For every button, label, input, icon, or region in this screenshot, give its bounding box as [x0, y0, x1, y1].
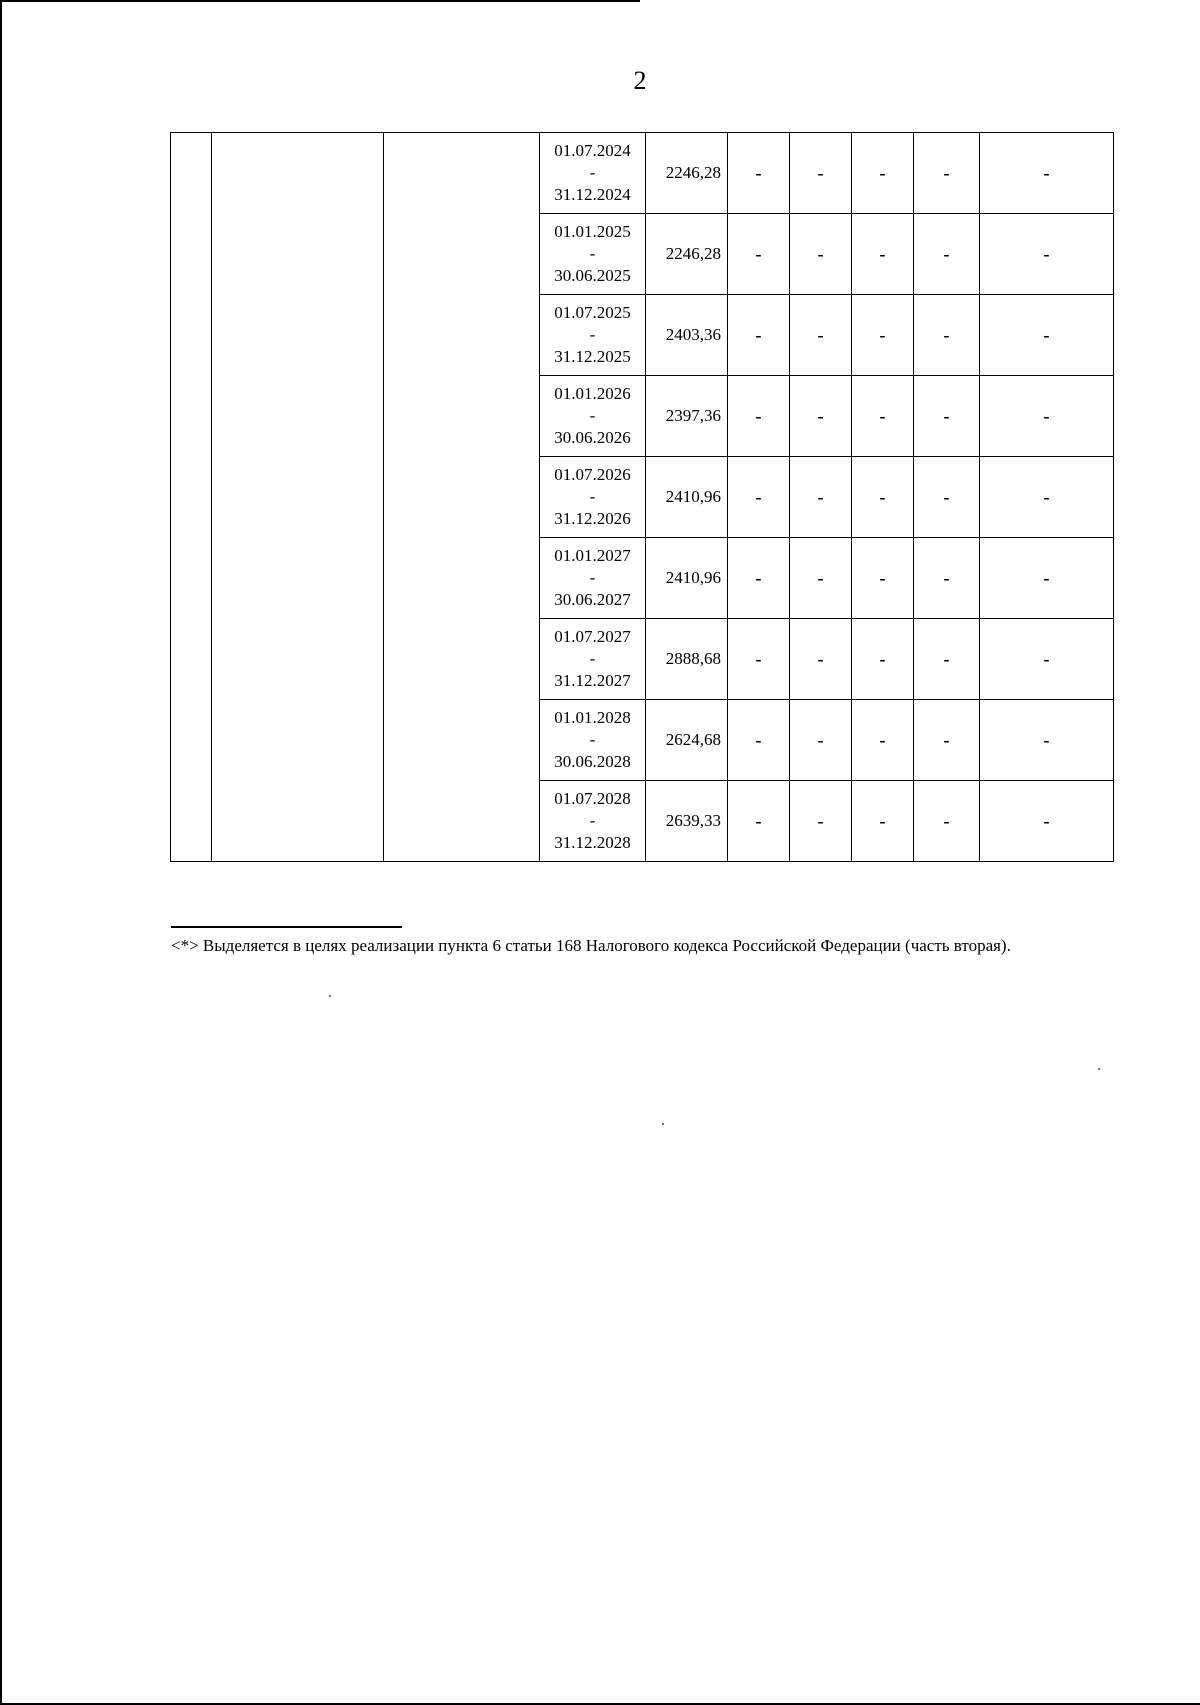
- period-cell: [540, 700, 646, 781]
- dash-cell: -: [914, 376, 980, 457]
- dash-cell: -: [914, 295, 980, 376]
- dash-cell: -: [980, 295, 1114, 376]
- dash-cell: -: [790, 781, 852, 862]
- dash-cell: -: [728, 376, 790, 457]
- period-separator: -: [589, 568, 596, 587]
- period-end: 31.12.2026: [554, 509, 631, 528]
- organization-cell: [212, 133, 384, 862]
- tariff-value: 2246,28: [646, 214, 728, 295]
- dash-cell: -: [790, 619, 852, 700]
- number-cell: [171, 133, 212, 862]
- period-end: 30.06.2026: [554, 428, 631, 447]
- period-cell: [540, 214, 646, 295]
- dash-cell: -: [914, 700, 980, 781]
- footnote-text: <*> Выделяется в целях реализации пункта 6 статьи 168 Налогового кодекса Российской Федерации (часть вторая).: [171, 936, 1011, 955]
- period-end: 30.06.2028: [554, 752, 631, 771]
- period-start: 01.07.2025: [554, 303, 631, 322]
- dash-cell: -: [728, 619, 790, 700]
- dash-cell: -: [790, 133, 852, 214]
- dash-cell: -: [852, 538, 914, 619]
- table-row: [171, 133, 1114, 214]
- scan-speck: [662, 1123, 664, 1125]
- tariff-value: 2246,28: [646, 133, 728, 214]
- period-separator: -: [589, 811, 596, 830]
- dash-cell: -: [914, 538, 980, 619]
- left-border-line: [0, 0, 2, 1705]
- period-cell: [540, 457, 646, 538]
- period-cell: [540, 376, 646, 457]
- top-border-line: [0, 0, 640, 2]
- period-separator: -: [589, 649, 596, 668]
- dash-cell: -: [852, 376, 914, 457]
- period-cell: [540, 538, 646, 619]
- period-separator: -: [589, 325, 596, 344]
- dash-cell: -: [980, 619, 1114, 700]
- period-end: 30.06.2027: [554, 590, 631, 609]
- dash-cell: -: [852, 781, 914, 862]
- dash-cell: -: [728, 133, 790, 214]
- dash-cell: -: [980, 538, 1114, 619]
- period-start: 01.01.2025: [554, 222, 631, 241]
- dash-cell: -: [980, 376, 1114, 457]
- dash-cell: -: [914, 133, 980, 214]
- dash-cell: -: [980, 700, 1114, 781]
- period-start: 01.07.2027: [554, 627, 631, 646]
- period-end: 31.12.2027: [554, 671, 631, 690]
- tariff-value: 2410,96: [646, 457, 728, 538]
- dash-cell: -: [728, 295, 790, 376]
- dash-cell: -: [790, 700, 852, 781]
- dash-cell: -: [852, 457, 914, 538]
- dash-cell: -: [980, 457, 1114, 538]
- period-start: 01.07.2024: [554, 141, 631, 160]
- dash-cell: -: [852, 700, 914, 781]
- dash-cell: -: [914, 619, 980, 700]
- tariff-value: 2410,96: [646, 538, 728, 619]
- scan-speck: [329, 995, 331, 997]
- dash-cell: -: [728, 214, 790, 295]
- dash-cell: -: [980, 214, 1114, 295]
- dash-cell: -: [914, 214, 980, 295]
- period-separator: -: [589, 730, 596, 749]
- period-end: 31.12.2025: [554, 347, 631, 366]
- tariff-value: 2888,68: [646, 619, 728, 700]
- period-start: 01.01.2026: [554, 384, 631, 403]
- period-cell: [540, 295, 646, 376]
- tariff-table-body: [171, 133, 1114, 862]
- period-end: 31.12.2024: [554, 185, 631, 204]
- period-separator: -: [589, 487, 596, 506]
- dash-cell: -: [790, 214, 852, 295]
- dash-cell: -: [728, 457, 790, 538]
- tariff-value: 2403,36: [646, 295, 728, 376]
- dash-cell: -: [980, 133, 1114, 214]
- dash-cell: -: [790, 295, 852, 376]
- dash-cell: -: [790, 376, 852, 457]
- footnote-separator: [171, 926, 402, 928]
- dash-cell: -: [728, 538, 790, 619]
- period-start: 01.07.2026: [554, 465, 631, 484]
- dash-cell: -: [728, 700, 790, 781]
- scan-speck: [1098, 1068, 1100, 1070]
- period-start: 01.07.2028: [554, 789, 631, 808]
- period-cell: [540, 133, 646, 214]
- page-number: 2: [633, 66, 647, 95]
- dash-cell: -: [852, 133, 914, 214]
- dash-cell: -: [914, 457, 980, 538]
- dash-cell: -: [980, 781, 1114, 862]
- period-start: 01.01.2027: [554, 546, 631, 565]
- period-start: 01.01.2028: [554, 708, 631, 727]
- period-cell: [540, 619, 646, 700]
- period-separator: -: [589, 406, 596, 425]
- dash-cell: -: [852, 619, 914, 700]
- period-end: 30.06.2025: [554, 266, 631, 285]
- period-separator: -: [589, 163, 596, 182]
- dash-cell: -: [914, 781, 980, 862]
- tariff-value: 2397,36: [646, 376, 728, 457]
- dash-cell: -: [728, 781, 790, 862]
- tariff-value: 2639,33: [646, 781, 728, 862]
- period-end: 31.12.2028: [554, 833, 631, 852]
- tariff-value: 2624,68: [646, 700, 728, 781]
- dash-cell: -: [790, 457, 852, 538]
- dash-cell: -: [852, 295, 914, 376]
- period-cell: [540, 781, 646, 862]
- period-separator: -: [589, 244, 596, 263]
- dash-cell: -: [852, 214, 914, 295]
- dash-cell: -: [790, 538, 852, 619]
- indicator-cell: [384, 133, 540, 862]
- tariff-table: [170, 132, 1114, 862]
